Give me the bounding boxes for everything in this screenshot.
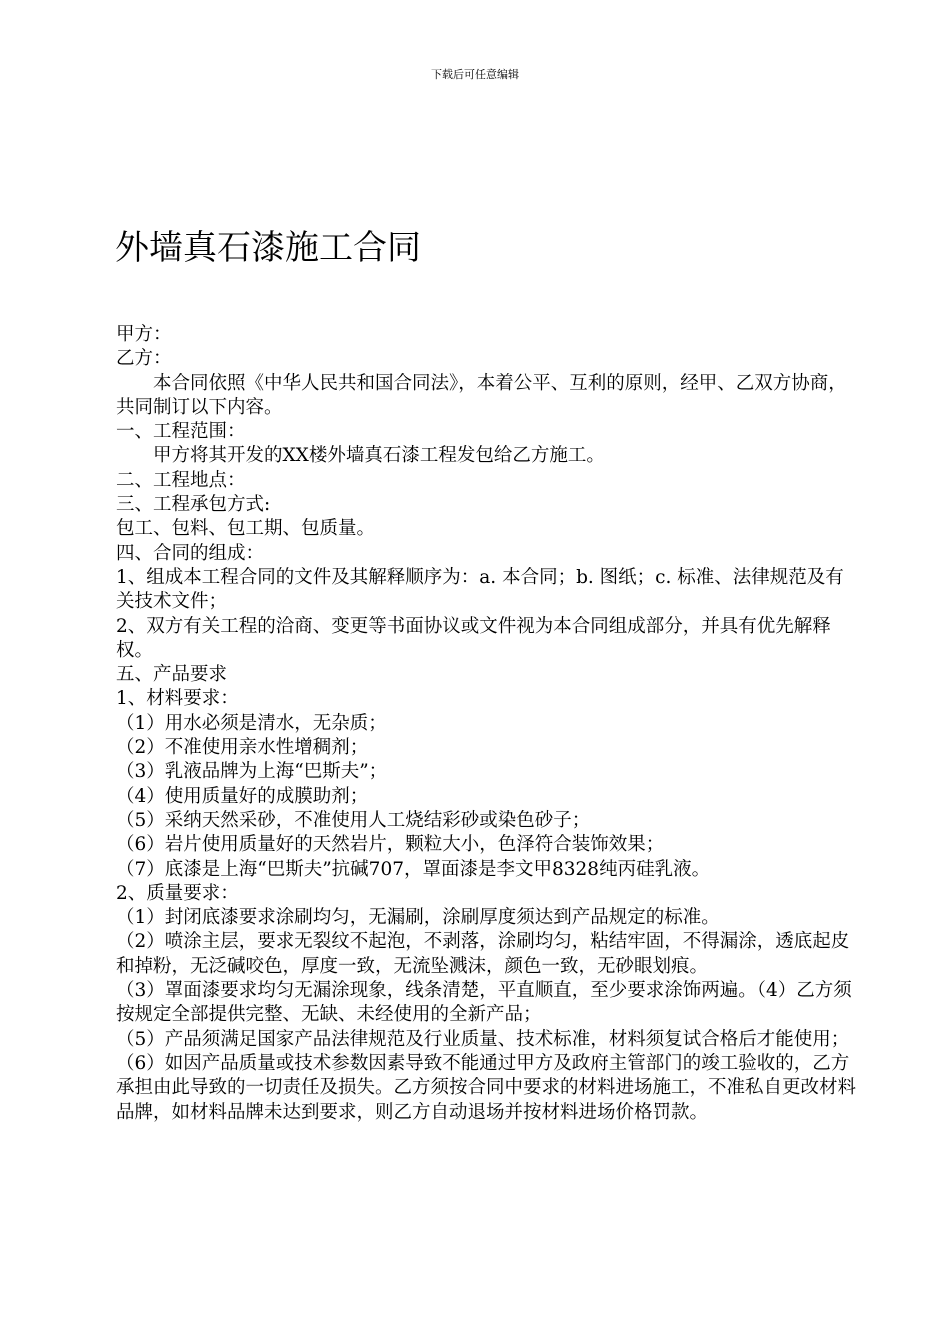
contract-paragraph: 本合同依照《中华人民共和国合同法》，本着公平、互利的原则，经甲、乙双方协商，共同制订以下内容。 <box>116 372 847 418</box>
contract-paragraph: 一、工程范围： <box>116 421 246 443</box>
header-note: 下载后可任意编辑 <box>431 68 519 81</box>
contract-paragraph: 甲方将其开发的XX楼外墙真石漆工程发包给乙方施工。 <box>153 445 605 467</box>
contract-body <box>116 323 858 1125</box>
contract-paragraph: （6）岩片使用质量好的天然岩片，颗粒大小，色泽符合装饰效果； <box>116 834 665 856</box>
contract-paragraph: （4）使用质量好的成膜助剂； <box>116 785 369 807</box>
contract-paragraph: （6）如因产品质量或技术参数因素导致不能通过甲方及政府主管部门的竣工验收的，乙方承担由此导致的一切责任及损失。乙方须按合同中要求的材料进场施工，不准私自更改材料品牌，如材料品牌未达到要求，则乙方自动退场并按材料进场价格罚款。 <box>116 1052 857 1123</box>
contract-paragraph: （5）产品须满足国家产品法律规范及行业质量、技术标准，材料须复试合格后才能使用； <box>116 1028 850 1050</box>
document-title: 外墙真石漆施工合同 <box>115 228 421 268</box>
contract-paragraph: 甲方： <box>116 324 172 345</box>
contract-paragraph: 包工、包料、包工期、包质量。 <box>116 518 376 540</box>
contract-paragraph: 二、工程地点： <box>116 469 246 491</box>
contract-paragraph: 2、双方有关工程的洽商、变更等书面协议或文件视为本合同组成部分，并具有优先解释权。 <box>116 615 831 661</box>
contract-paragraph: 三、工程承包方式: <box>116 494 271 516</box>
contract-paragraph: 五、产品要求 <box>116 664 228 686</box>
contract-paragraph: 乙方： <box>116 348 172 370</box>
contract-paragraph: 1、材料要求： <box>116 688 239 710</box>
contract-paragraph: 1、组成本工程合同的文件及其解释顺序为：a. 本合同；b. 图纸；c. 标准、法律规范及有关技术文件； <box>116 566 844 613</box>
contract-paragraph: 2、质量要求： <box>116 882 239 904</box>
contract-paragraph: （7）底漆是上海“巴斯夫”抗碱707，罩面漆是李文甲8328纯丙硅乳液。 <box>116 858 711 880</box>
contract-paragraph: （3）乳液品牌为上海“巴斯夫”； <box>116 761 388 783</box>
contract-paragraph: （2）不准使用亲水性增稠剂； <box>116 737 369 759</box>
contract-paragraph: 四、合同的组成： <box>116 542 265 564</box>
contract-paragraph: （5）采纳天然采砂，不准使用人工烧结彩砂或染色砂子； <box>116 809 591 831</box>
contract-paragraph: （1）用水必须是清水，无杂质； <box>116 712 387 734</box>
contract-paragraph: （1）封闭底漆要求涂刷均匀，无漏刷，涂刷厚度须达到产品规定的标准。 <box>116 907 720 929</box>
contract-paragraph: （2）喷涂主层，要求无裂纹不起泡，不剥落，涂刷均匀，粘结牢固，不得漏涂，透底起皮和掉粉，无泛碱咬色，厚度一致，无流坠溅沫，颜色一致，无砂眼划痕。 <box>116 931 850 977</box>
contract-paragraph: （3）罩面漆要求均匀无漏涂现象，线条清楚，平直顺直，至少要求涂饰两遍。（4）乙方须按规定全部提供完整、无缺、未经使用的全新产品； <box>116 980 852 1026</box>
